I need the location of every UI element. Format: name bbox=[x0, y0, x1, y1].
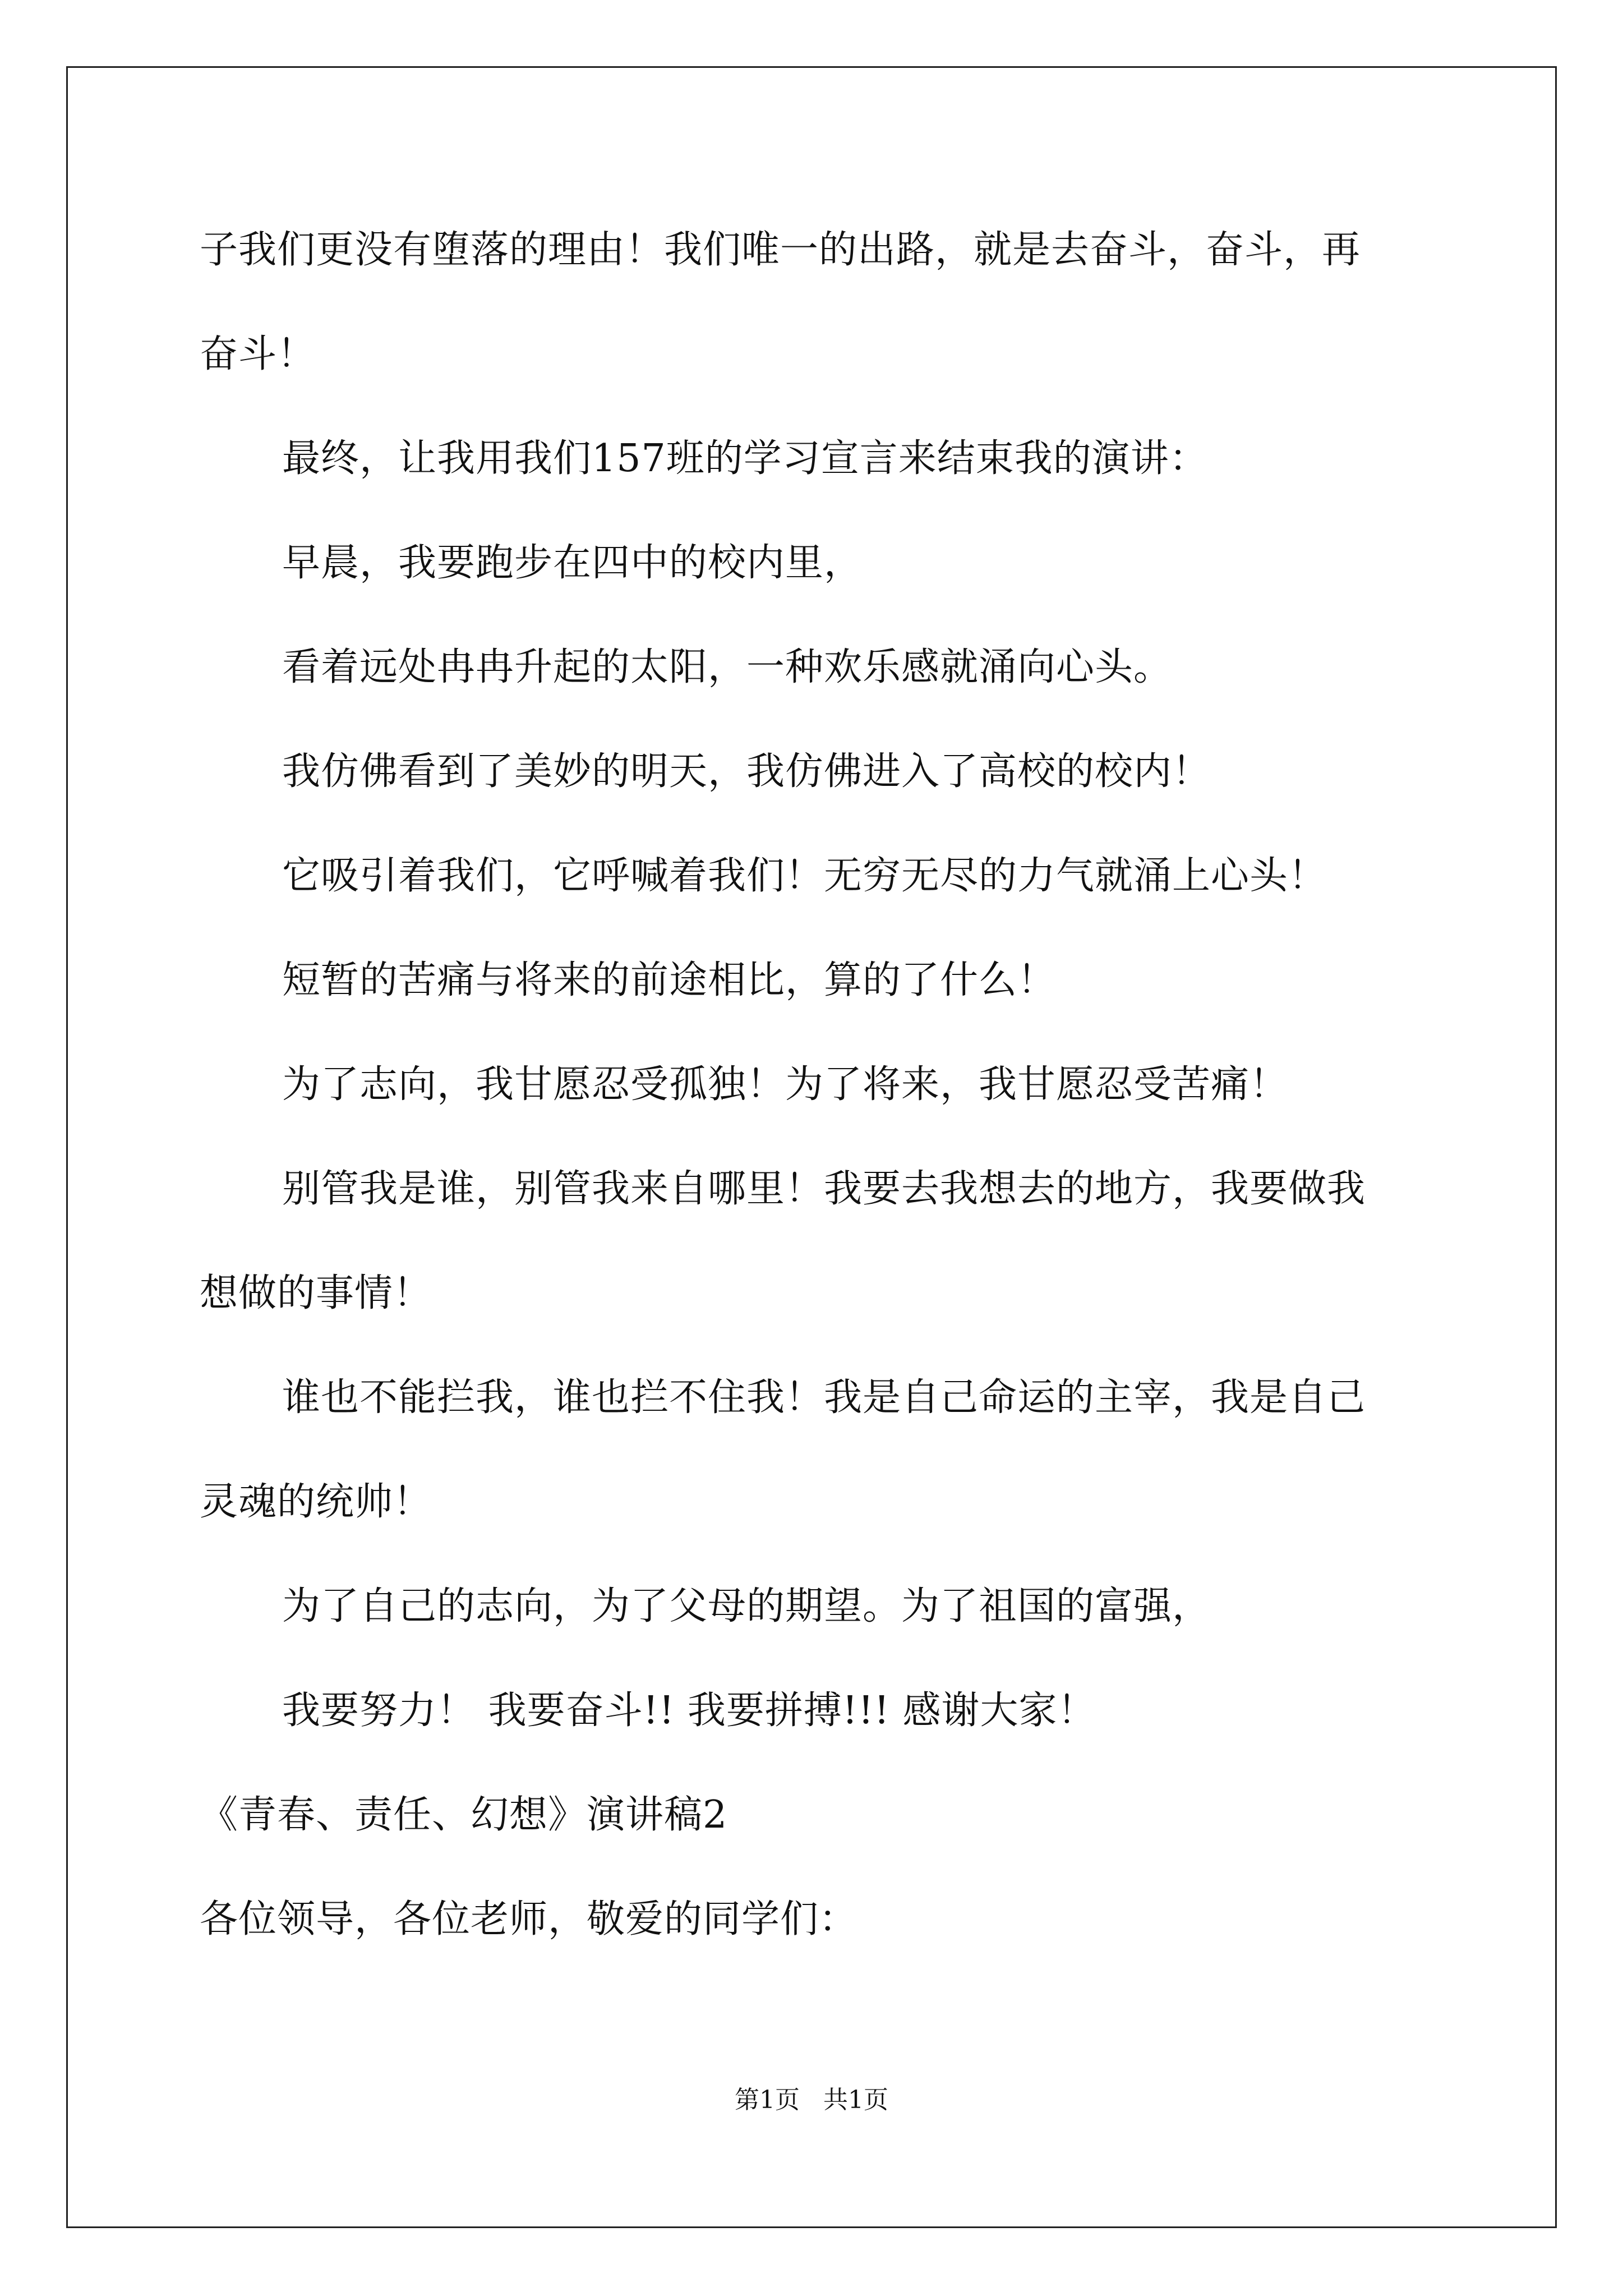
paragraph-line: 别管我是谁，别管我来自哪里！我要去我想去的地方，我要做我 bbox=[282, 1167, 1366, 1211]
paragraph-line: 灵魂的统帅！ bbox=[200, 1480, 432, 1524]
section-title: 《青春、责任、幻想》演讲稿2 bbox=[200, 1793, 728, 1837]
page-footer: 第1页 共1页 bbox=[735, 2086, 888, 2114]
paragraph-line: 为了志向，我甘愿忍受孤独！为了将来，我甘愿忍受苦痛！ bbox=[282, 1062, 1289, 1107]
paragraph-line: 谁也不能拦我，谁也拦不住我！我是自己命运的主宰，我是自己 bbox=[282, 1375, 1366, 1420]
paragraph-line: 它吸引着我们，它呼喊着我们！无穷无尽的力气就涌上心头！ bbox=[282, 854, 1327, 898]
paragraph-line: 奋斗！ bbox=[200, 332, 316, 376]
paragraph-line: 我仿佛看到了美妙的明天，我仿佛进入了高校的校内！ bbox=[282, 749, 1211, 794]
salutation-line: 各位领导，各位老师，敬爱的同学们： bbox=[200, 1897, 858, 1941]
paragraph-line: 早晨，我要跑步在四中的校内里， bbox=[282, 541, 863, 585]
paragraph-line: 最终，让我用我们157班的学习宣言来结束我的演讲： bbox=[282, 436, 1208, 481]
paragraph-line: 为了自己的志向，为了父母的期望。为了祖国的富强， bbox=[282, 1584, 1211, 1628]
paragraph-line: 看着远处冉冉升起的太阳，一种欢乐感就涌向心头。 bbox=[282, 645, 1173, 689]
paragraph-line: 我要努力！ 我要奋斗!! 我要拼搏!!! 感谢大家！ bbox=[282, 1688, 1096, 1733]
paragraph-line: 短暂的苦痛与将来的前途相比，算的了什么！ bbox=[282, 958, 1057, 1002]
paragraph-line: 想做的事情！ bbox=[200, 1271, 432, 1315]
paragraph-line: 子我们更没有堕落的理由！我们唯一的出路，就是去奋斗，奋斗，再 bbox=[200, 228, 1361, 272]
